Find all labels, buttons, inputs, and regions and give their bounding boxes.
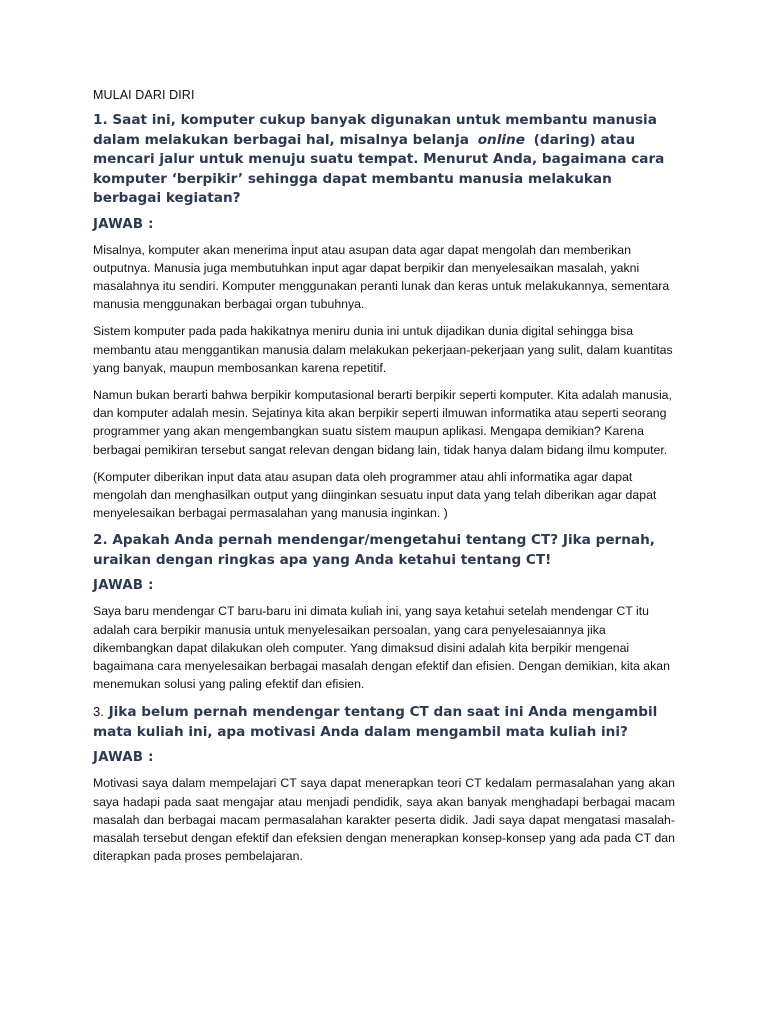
question-3-number: 3. [93,704,104,720]
jawab-label-3: JAWAB : [93,750,154,766]
question-1-part2: (daring) atau mencari jalur untuk menuju suatu tempat. Menurut Anda, bagaimana cara komputer ‘berpikir’ sehingga dapat membantu manusia melakukan berbagai kegiatan? [93,131,665,206]
section-title: MULAI DARI DIRI [93,88,195,102]
question-1-part1: 1. Saat ini, komputer cukup banyak digunakan untuk membantu manusia dalam melakukan berbagai hal, misalnya belanja [93,112,657,148]
answer-1-paragraph-1: Misalnya, komputer akan menerima input atau asupan data agar dapat mengolah dan memberikan outputnya. Manusia juga membutuhkan input agar dapat berpikir dan menyelesaikan masalah, yakni masalahnya itu sendiri. Komputer menggunakan peranti lunak dan keras untuk melakukannya, sementara manusia menggunakan berbagai organ tubuhnya. [93,242,670,312]
answer-2-paragraph: Saya baru mendengar CT baru-baru ini dimata kuliah ini, yang saya ketahui setelah mendengar CT itu adalah cara berpikir manusia untuk menyelesaikan persoalan, yang cara penyelesaiannya jika dikembangkan dapat dilakukan oleh computer. Yang dimaksud disini adalah kita berpikir mengenai bagaimana cara menyelesaikan berbagai masalah dengan efektif dan efisien. Dengan demikian, kita akan menemukan solusi yang paling efektif dan efisien. [93,604,670,692]
document-page [93,88,675,874]
question-1-online: online [477,131,525,148]
answer-1-paragraph-4: (Komputer diberikan input data atau asupan data oleh programmer atau ahli informatika agar dapat mengolah dan menghasilkan output yang diinginkan sesuatu input data yang telah diberikan agar dapat menyelesaikan berbagai permasalahan yang manusia inginkan. ) [93,469,657,521]
answer-1-paragraph-2: Sistem komputer pada pada hakikatnya meniru dunia ini untuk dijadikan dunia digital sehingga bisa membantu atau menggantikan manusia dalam melakukan pekerjaan-pekerjaan yang sulit, dalam kuantitas yang banyak, maupun membosankan karena repetitif. [93,324,673,375]
answer-1-paragraph-3: Namun bukan berarti bahwa berpikir komputasional berarti berpikir seperti komputer. Kita adalah manusia, dan komputer adalah mesin. Sejatinya kita akan berpikir seperti ilmuwan informatika atau seperti seorang programmer yang akan mengembangkan suatu sistem maupun aplikasi. Mengapa demikian? Karena berbagai pemikiran tersebut sangat relevan dengan bidang lain, tidak hanya dalam bidang ilmu komputer. [93,387,672,457]
question-1 [93,111,675,209]
jawab-label-2: JAWAB : [93,578,154,594]
answer-3-paragraph: Motivasi saya dalam mempelajari CT saya dapat menerapkan teori CT kedalam permasalahan yang akan saya hadapi pada saat mengajar atau menjadi pendidik, saya akan banyak menghadapi berbagai macam masalah dan berbagai macam permasalahan karakter peserta didik. Jadi saya dapat mengatasi masalah-masalah tersebut dengan efektif dan efeksien dengan menerapkan konsep-konsep yang ada pada CT dan diterapkan pada proses pembelajaran. [93,776,675,864]
jawab-label-1: JAWAB : [93,216,154,232]
question-3 [93,702,675,742]
question-3-text: Jika belum pernah mendengar tentang CT dan saat ini Anda mengambil mata kuliah ini, apa motivasi Anda dalam mengambil mata kuliah ini? [93,704,658,740]
question-2: 2. Apakah Anda pernah mendengar/mengetahui tentang CT? Jika pernah, uraikan dengan ringkas apa yang Anda ketahui tentang CT! [93,532,655,568]
